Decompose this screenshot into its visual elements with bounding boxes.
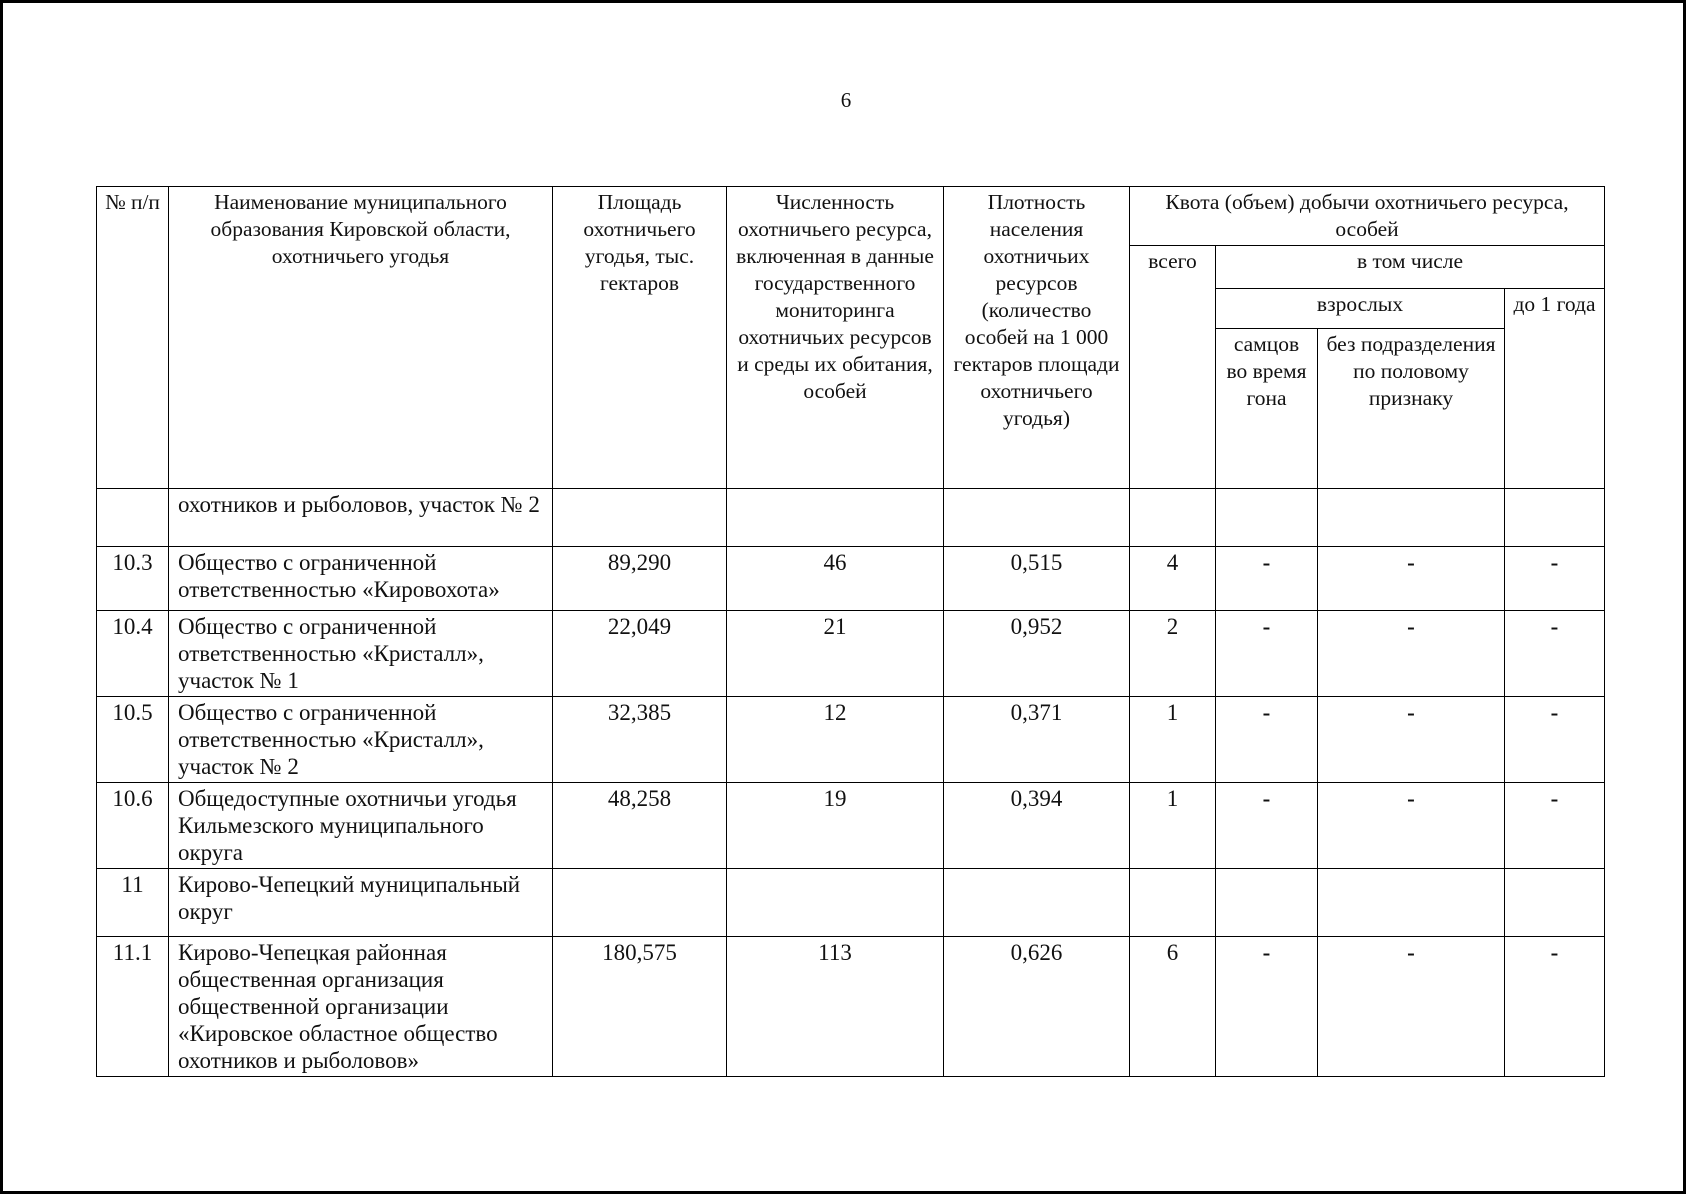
row-males: - <box>1216 547 1318 611</box>
header-including: в том числе <box>1216 246 1605 289</box>
row-density: 0,515 <box>944 547 1130 611</box>
row-num: 10.6 <box>97 783 169 869</box>
row-total: 6 <box>1130 937 1216 1077</box>
row-density: 0,952 <box>944 611 1130 697</box>
row-young: - <box>1505 783 1605 869</box>
row-young <box>1505 869 1605 937</box>
row-num: 10.4 <box>97 611 169 697</box>
row-nosex: - <box>1318 937 1505 1077</box>
header-adults: взрослых <box>1216 289 1505 329</box>
row-num: 10.3 <box>97 547 169 611</box>
row-nosex <box>1318 869 1505 937</box>
row-young: - <box>1505 547 1605 611</box>
table-row <box>97 783 1605 869</box>
row-name: Общество с ограниченной ответственностью «Кристалл», участок № 2 <box>169 697 553 783</box>
row-area: 22,049 <box>553 611 727 697</box>
row-nosex: - <box>1318 611 1505 697</box>
row-area <box>553 869 727 937</box>
row-young: - <box>1505 937 1605 1077</box>
row-density: 0,371 <box>944 697 1130 783</box>
row-total <box>1130 489 1216 547</box>
header-num: № п/п <box>97 187 169 489</box>
row-males: - <box>1216 697 1318 783</box>
row-nosex: - <box>1318 547 1505 611</box>
row-name: Общество с ограниченной ответственностью «Кристалл», участок № 1 <box>169 611 553 697</box>
row-density: 0,394 <box>944 783 1130 869</box>
row-total <box>1130 869 1216 937</box>
row-name: Кирово-Чепецкий муниципальный округ <box>169 869 553 937</box>
table-row <box>97 489 1605 547</box>
table-row <box>97 611 1605 697</box>
row-population <box>727 489 944 547</box>
row-population: 113 <box>727 937 944 1077</box>
row-nosex <box>1318 489 1505 547</box>
header-population: Численность охотничьего ресурса, включенная в данные государственного мониторинга охотничьих ресурсов и среды их обитания, особей <box>727 187 944 489</box>
row-area: 32,385 <box>553 697 727 783</box>
row-num: 11 <box>97 869 169 937</box>
row-nosex: - <box>1318 697 1505 783</box>
row-nosex: - <box>1318 783 1505 869</box>
quota-table <box>96 186 1605 1077</box>
row-name: охотников и рыболовов, участок № 2 <box>169 489 553 547</box>
row-area <box>553 489 727 547</box>
row-density <box>944 869 1130 937</box>
header-density: Плотность населения охотничьих ресурсов (количество особей на 1 000 гектаров площади охотничьего угодья) <box>944 187 1130 489</box>
row-males <box>1216 489 1318 547</box>
table-row <box>97 547 1605 611</box>
row-males: - <box>1216 783 1318 869</box>
row-name: Кирово-Чепецкая районная общественная организация общественной организации «Кировское областное общество охотников и рыболовов» <box>169 937 553 1077</box>
row-area: 180,575 <box>553 937 727 1077</box>
row-young: - <box>1505 697 1605 783</box>
header-area: Площадь охотничьего угодья, тыс. гектаров <box>553 187 727 489</box>
header-males-rut: самцов во время гона <box>1216 329 1318 489</box>
row-population: 46 <box>727 547 944 611</box>
page-number: 6 <box>840 88 852 112</box>
row-name: Общество с ограниченной ответственностью «Кировохота» <box>169 547 553 611</box>
row-males: - <box>1216 611 1318 697</box>
row-total: 1 <box>1130 697 1216 783</box>
row-young <box>1505 489 1605 547</box>
row-name: Общедоступные охотничьи угодья Кильмезского муниципального округа <box>169 783 553 869</box>
row-population <box>727 869 944 937</box>
header-total: всего <box>1130 246 1216 489</box>
table-row <box>97 937 1605 1077</box>
table-row <box>97 697 1605 783</box>
row-males: - <box>1216 937 1318 1077</box>
header-name: Наименование муниципального образования Кировской области, охотничьего угодья <box>169 187 553 489</box>
header-quota: Квота (объем) добычи охотничьего ресурса, особей <box>1130 187 1605 246</box>
row-total: 1 <box>1130 783 1216 869</box>
row-density <box>944 489 1130 547</box>
row-young: - <box>1505 611 1605 697</box>
row-males <box>1216 869 1318 937</box>
row-population: 19 <box>727 783 944 869</box>
row-density: 0,626 <box>944 937 1130 1077</box>
row-area: 89,290 <box>553 547 727 611</box>
row-num: 11.1 <box>97 937 169 1077</box>
row-total: 2 <box>1130 611 1216 697</box>
row-population: 21 <box>727 611 944 697</box>
row-num: 10.5 <box>97 697 169 783</box>
table-row <box>97 869 1605 937</box>
header-under-one: до 1 года <box>1505 289 1605 489</box>
row-num <box>97 489 169 547</box>
row-population: 12 <box>727 697 944 783</box>
header-no-sex-split: без подразделения по половому признаку <box>1318 329 1505 489</box>
row-total: 4 <box>1130 547 1216 611</box>
row-area: 48,258 <box>553 783 727 869</box>
